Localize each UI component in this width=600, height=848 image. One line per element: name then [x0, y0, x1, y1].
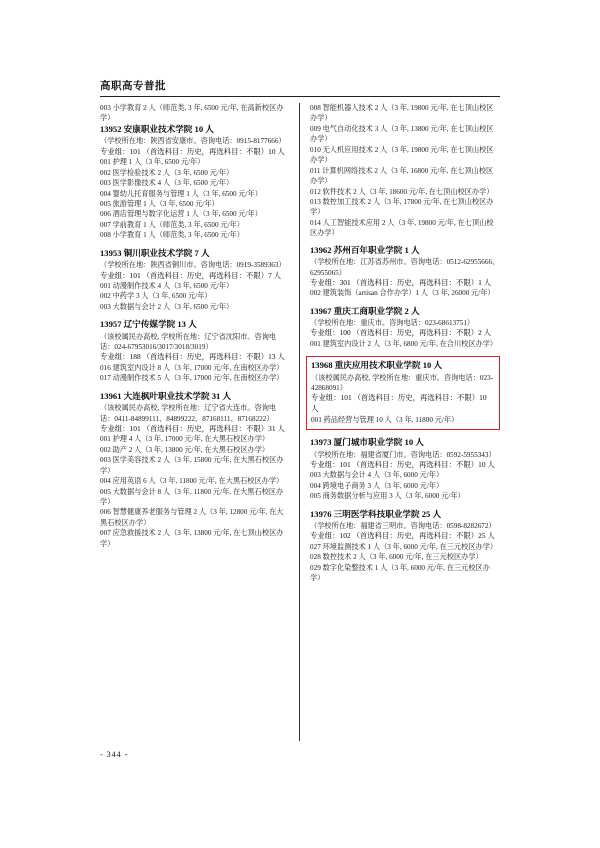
major-item: 001 护理 1 人（3 年, 6500 元/年）	[100, 158, 205, 167]
major-item: 008 小学教育 1 人（师范类, 3 年, 6500 元/年）	[100, 231, 244, 240]
right-continuation-line: 008 智能机器人技术 2 人（3 年, 19800 元/年, 在七顶山校区办学）	[310, 104, 494, 123]
major-group: 专业组：102 （首选科目：历史，再选科目：不限）25 人	[310, 531, 495, 541]
major-group: 专业组：100 （首选科目：历史，再选科目：不限）2 人	[310, 328, 492, 338]
major-item: 001 护理 4 人（3 年, 17000 元/年, 在大黑石校区办学）	[100, 435, 270, 444]
header-rule	[100, 96, 500, 97]
right-column	[300, 103, 500, 741]
major-item: 004 婴幼儿托育服务与管理 1 人（3 年, 6500 元/年）	[100, 189, 262, 198]
right-continuation-line: 009 电气自动化技术 3 人（3 年, 13800 元/年, 在七顶山校区办学）	[310, 124, 494, 144]
school-entry	[310, 245, 500, 299]
page-number: - 344 -	[100, 750, 129, 759]
major-group: 专业组：301 （首选科目：历史，再选科目：不限）1 人	[310, 277, 492, 287]
left-column	[100, 103, 300, 741]
major-item: 003 大数据与会计 4 人（3 年, 6000 元/年）	[310, 471, 444, 480]
school-name: 13973 厦门城市职业学院 10 人	[310, 436, 424, 447]
school-note: （学校所在地：福建省厦门市。咨询电话：0592-5955343）	[310, 450, 496, 459]
school-name: 13962 苏州百年职业学院 1 人	[310, 244, 420, 255]
school-entry	[100, 319, 290, 383]
school-name: 13976 三明医学科技职业学院 25 人	[310, 508, 442, 519]
highlighted-school-entry	[306, 356, 500, 430]
major-item: 028 数控技术 2 人（3 年, 6000 元/年, 在三元校区办学）	[310, 553, 483, 562]
major-group: 专业组：101 （首选科目：历史，再选科目：不限）7 人	[100, 270, 282, 280]
major-item: 001 建筑室内设计 2 人（3 年, 6800 元/年, 在合川校区办学）	[310, 340, 498, 348]
right-continuation-line: 011 计算机网络技术 2 人（3 年, 16800 元/年, 在七顶山校区办学）	[310, 166, 494, 186]
school-entry	[310, 509, 500, 584]
school-entry	[310, 437, 500, 502]
right-continuation-line: 012 软件技术 2 人（3 年, 18600 元/年, 在七顶山校区办学）	[310, 187, 494, 196]
major-item: 002 助产 2 人（3 年, 13800 元/年, 在大黑石校区办学）	[100, 445, 270, 454]
major-item: 007 学前教育 1 人（师范类, 3 年, 6500 元/年）	[100, 220, 244, 229]
school-name: 13961 大连枫叶职业技术学院 31 人	[100, 390, 232, 401]
major-group: 专业组：101 （首选科目：历史，再选科目：不限）10 人	[310, 459, 495, 469]
major-item: 007 应急救援技术 2 人（3 年, 13800 元/年, 在七顶山校区办学）	[100, 529, 284, 548]
school-name: 13957 辽宁传媒学院 13 人	[100, 319, 197, 330]
school-entry	[100, 124, 290, 241]
major-item: 003 医学美容技术 2 人（3 年, 15800 元/年, 在大黑石校区办学）	[100, 456, 284, 475]
major-item: 016 建筑室内设计 8 人（3 年, 17000 元/年, 在南校区办学）	[100, 363, 284, 372]
major-group: 专业组：101 （首选科目：历史，再选科目：不限）31 人	[100, 423, 285, 433]
school-name: 13968 重庆应用技术职业学院 10 人	[311, 360, 443, 371]
school-entry	[310, 306, 500, 350]
major-item: 006 酒店管理与数字化运营 1 人（3 年, 6500 元/年）	[100, 210, 262, 219]
school-note: （该校属民办高校, 学校所在地：辽宁省大连市。咨询电话：0411-84899111、84899222、87168111、87168222）	[100, 404, 277, 423]
major-item: 029 数字化染整技术 1 人（3 年, 6000 元/年, 在三元校区办学）	[310, 563, 490, 583]
major-item: 005 商务数据分析与应用 3 人（3 年, 6000 元/年）	[310, 492, 465, 501]
major-item: 003 大数据与会计 2 人（3 年, 6500 元/年）	[100, 302, 234, 311]
page-sheet	[100, 78, 500, 778]
major-item: 004 跨境电子商务 3 人（3 年, 6000 元/年）	[310, 481, 444, 490]
school-entry	[100, 248, 290, 313]
right-continuation-line: 014 人工智能技术应用 2 人（3 年, 19800 元/年, 在七顶山校区办学）	[310, 218, 494, 238]
school-name: 13952 安康职业技术学院 10 人	[100, 123, 214, 134]
page-title: 高职高专普批	[100, 81, 166, 92]
major-item: 002 建筑装饰（artisan 合作办学）1 人（3 年, 26000 元/年）	[310, 289, 495, 298]
school-note: （学校所在地：江苏省苏州市。咨询电话：0512-62955666、62955065）	[310, 258, 500, 277]
major-item: 004 应用英语 6 人（3 年, 11800 元/年, 在大黑石校区办学）	[100, 477, 284, 486]
school-entry	[100, 391, 290, 549]
major-item: 005 旅游管理 1 人（3 年, 6500 元/年）	[100, 199, 219, 208]
right-continuation-line: 010 无人机应用技术 2 人（3 年, 19800 元/年, 在七顶山校区办学）	[310, 145, 494, 165]
school-note: （该校属民办高校, 学校所在地：重庆市。咨询电话：023-42868091）	[311, 374, 494, 393]
school-note: （学校所在地：陕西省铜川市。咨询电话：0919-3589363）	[100, 261, 286, 270]
major-item: 003 医学影像技术 4 人（3 年, 6500 元/年）	[100, 179, 234, 188]
school-note: （学校所在地：福建省三明市。咨询电话：0598-8282672）	[310, 522, 496, 531]
major-item: 002 医学检验技术 2 人（3 年, 6500 元/年）	[100, 168, 234, 177]
major-item: 006 智慧健康养老服务与管理 2 人（3 年, 12800 元/年, 在大黑石校区办学）	[100, 508, 284, 527]
school-note: （学校所在地：重庆市。咨询电话：023-68613751）	[310, 319, 475, 328]
school-name: 13953 铜川职业技术学院 7 人	[100, 247, 210, 258]
major-group: 专业组：101 （首选科目：历史，再选科目：不限）10 人	[100, 146, 285, 156]
school-note: （该校属民办高校, 学校所在地：辽宁省沈阳市。咨询电话：024-67953016/3017/3018/3019）	[100, 332, 277, 352]
left-continuation-line: 003 小学教育 2 人（师范类, 3 年, 6500 元/年, 在高新校区办学）	[100, 104, 284, 123]
major-group: 专业组：101 （首选科目：历史，再选科目：不限）10 人	[311, 393, 487, 413]
major-group: 专业组：188 （首选科目：历史，再选科目：不限）13 人	[100, 352, 285, 362]
school-name: 13967 重庆工商职业学院 2 人	[310, 305, 420, 316]
two-column-body	[100, 103, 500, 741]
major-item: 005 大数据与会计 8 人（3 年, 11800 元/年, 在大黑石校区办学）	[100, 487, 284, 506]
school-note: （学校所在地：陕西省安康市。咨询电话：0915-8177666）	[100, 137, 286, 146]
major-item: 017 动漫制作技术 5 人（3 年, 17000 元/年, 在南校区办学）	[100, 374, 284, 383]
major-item: 001 药品经营与管理 10 人（3 年, 11800 元/年）	[311, 415, 459, 424]
major-item: 027 环境监测技术 1 人（3 年, 6000 元/年, 在三元校区办学）	[310, 542, 498, 551]
right-continuation-line: 013 数控加工技术 2 人（3 年, 17800 元/年, 在七顶山校区办学）	[310, 197, 494, 217]
major-item: 002 中药学 3 人（3 年, 6500 元/年）	[100, 292, 212, 301]
major-item: 001 动漫制作技术 4 人（3 年, 6500 元/年）	[100, 282, 234, 291]
